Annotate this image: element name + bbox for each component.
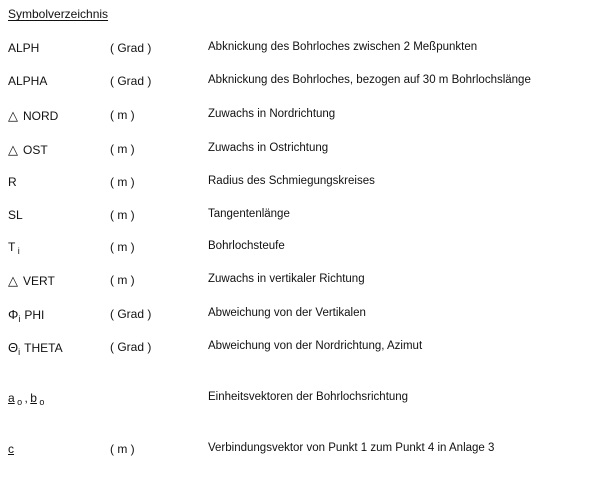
symbol-unit: ( m ) bbox=[110, 208, 135, 222]
symbol-cell bbox=[8, 273, 55, 289]
vector-separator: , bbox=[24, 391, 28, 405]
symbol-subscript: i bbox=[17, 246, 20, 256]
symbol-description: Abweichung von der Nordrichtung, Azimut bbox=[208, 340, 423, 352]
symbol-row-vector-c bbox=[0, 442, 603, 460]
symbol-name: PHI bbox=[24, 308, 45, 322]
vector-a-subscript: o bbox=[17, 397, 23, 407]
symbol-name: T bbox=[8, 240, 16, 254]
symbol-cell bbox=[8, 108, 58, 124]
symbol-row-delta-nord bbox=[0, 108, 603, 126]
symbol-cell bbox=[8, 442, 14, 456]
symbol-unit: ( m ) bbox=[110, 142, 135, 156]
theta-icon: Θ bbox=[8, 340, 19, 355]
symbol-row-alpha bbox=[0, 74, 603, 92]
symbol-cell bbox=[8, 340, 63, 357]
symbol-description: Zuwachs in Ostrichtung bbox=[208, 142, 329, 154]
symbol-unit: ( m ) bbox=[110, 273, 135, 287]
symbol-row-theta bbox=[0, 340, 603, 358]
symbol-description: Einheitsvektoren der Bohrlochsrichtung bbox=[208, 391, 409, 403]
symbol-subscript: i bbox=[18, 314, 21, 324]
symbol-unit: ( m ) bbox=[110, 240, 135, 254]
phi-icon: Φ bbox=[8, 307, 19, 322]
delta-icon: △ bbox=[8, 273, 18, 288]
symbol-cell bbox=[8, 391, 44, 407]
symbol-description: Zuwachs in Nordrichtung bbox=[208, 108, 336, 120]
symbol-unit: ( Grad ) bbox=[110, 74, 152, 88]
symbol-description: Zuwachs in vertikaler Richtung bbox=[208, 273, 365, 285]
symbol-row-alph bbox=[0, 41, 603, 59]
symbol-description: Tangentenlänge bbox=[208, 208, 290, 220]
symbol-name: NORD bbox=[23, 109, 59, 123]
symbol-description: Bohrlochsteufe bbox=[208, 240, 285, 252]
symbol-name: R bbox=[8, 175, 17, 189]
symbol-name: VERT bbox=[23, 274, 55, 288]
symbol-name: SL bbox=[8, 208, 23, 222]
symbol-name: OST bbox=[23, 143, 48, 157]
symbol-row-t-i bbox=[0, 240, 603, 258]
symbol-description: Abknickung des Bohrloches, bezogen auf 30 m Bohrlochslänge bbox=[208, 74, 531, 86]
delta-icon: △ bbox=[8, 108, 18, 123]
symbol-description: Verbindungsvektor von Punkt 1 zum Punkt 4 in Anlage 3 bbox=[208, 442, 495, 454]
symbol-row-sl bbox=[0, 208, 603, 226]
vector-c: c bbox=[8, 442, 14, 456]
symbol-unit: ( Grad ) bbox=[110, 41, 152, 55]
symbol-row-unit-vectors bbox=[0, 391, 603, 409]
symbol-row-delta-ost bbox=[0, 142, 603, 160]
symbol-description: Radius des Schmiegungskreises bbox=[208, 175, 375, 187]
symbol-unit: ( m ) bbox=[110, 442, 135, 456]
symbol-cell bbox=[8, 307, 44, 324]
symbol-subscript: i bbox=[18, 347, 21, 357]
delta-icon: △ bbox=[8, 142, 18, 157]
symbol-name: THETA bbox=[24, 341, 63, 355]
symbol-cell bbox=[8, 240, 20, 256]
vector-b-subscript: o bbox=[39, 397, 45, 407]
page-title: Symbolverzeichnis bbox=[8, 7, 109, 21]
symbol-description: Abknickung des Bohrloches zwischen 2 Meßpunkten bbox=[208, 41, 478, 53]
symbol-unit: ( Grad ) bbox=[110, 307, 152, 321]
symbol-unit: ( Grad ) bbox=[110, 340, 152, 354]
vector-a: a bbox=[8, 391, 15, 405]
symbol-unit: ( m ) bbox=[110, 175, 135, 189]
symbol-unit: ( m ) bbox=[110, 108, 135, 122]
symbol-name: ALPHA bbox=[8, 74, 48, 88]
symbol-row-delta-vert bbox=[0, 273, 603, 291]
symbol-row-r bbox=[0, 175, 603, 193]
vector-b: b bbox=[30, 391, 37, 405]
symbol-name: ALPH bbox=[8, 41, 40, 55]
symbol-row-phi bbox=[0, 307, 603, 325]
symbol-description: Abweichung von der Vertikalen bbox=[208, 307, 366, 319]
symbol-cell bbox=[8, 142, 48, 158]
